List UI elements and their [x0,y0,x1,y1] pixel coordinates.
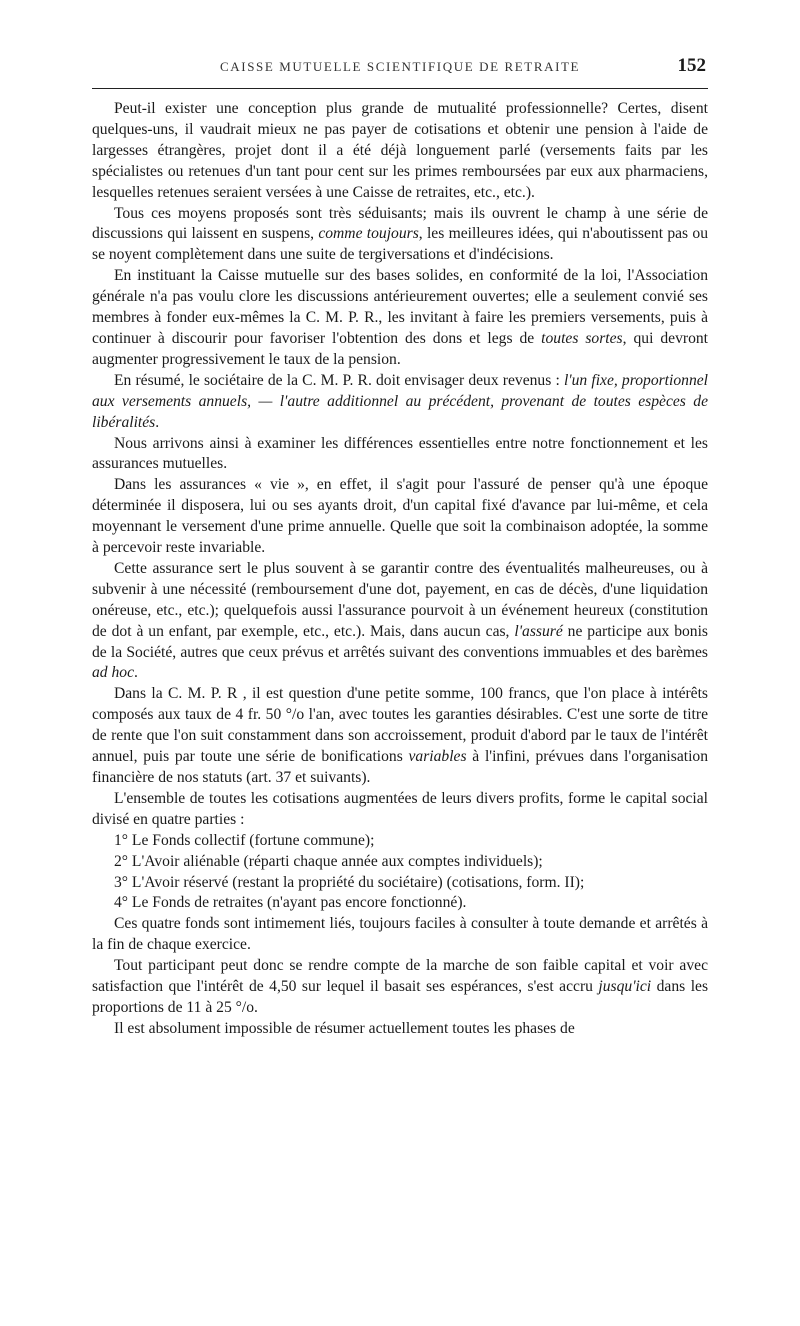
paragraph: Cette assurance sert le plus souvent à se garantir contre des éventualités malheureuses, ou à subvenir à une nécessité (remboursement d'une dot, payement, en cas de décès, d'une liquidation onéreuse, etc., etc.); quelquefois aussi l'assurance pourvoit à un événement heureux (constitution de dot à un enfant, par exemple, etc., etc.). Mais, dans aucun cas, l'assuré ne participe aux bonis de la Société, autres que ceux prévus et arrêtés suivant des conventions immuables et des barèmes ad hoc. [92,559,708,682]
paragraph: Nous arrivons ainsi à examiner les différences essentielles entre notre fonctionnement et les assurances mutuelles. [92,434,708,473]
page-header [92,55,708,81]
italic-text: toutes sortes [541,329,623,347]
body-text [92,99,708,1040]
list-item: 4° Le Fonds de retraites (n'ayant pas encore fonctionné). [114,894,467,912]
italic-text: jusqu'ici [598,978,652,996]
list-item: 3° L'Avoir réservé (restant la propriété du sociétaire) (cotisations, form. II); [114,873,585,891]
paragraph: En instituant la Caisse mutuelle sur des bases solides, en conformité de la loi, l'Association générale n'a pas voulu clore les discussions antérieurement ouvertes; elle a seulement convié ses membres à fonder eux-mêmes la C. M. P. R., les invitant à faire les premiers versements, puis à continuer à discourir pour favoriser l'obtention des dons et legs de toutes sortes, qui devront augmenter progressivement le taux de la pension. [92,267,708,368]
list-item: 1° Le Fonds collectif (fortune commune); [114,831,375,849]
page-number: 152 [677,55,706,76]
italic-text: variables [408,748,467,766]
paragraph: Tout participant peut donc se rendre compte de la marche de son faible capital et voir avec satisfaction que l'intérêt de 4,50 sur lequel il basait ses espérances, s'est accru jusqu'ici dans les proportions de 11 à 25 °/o. [92,957,709,1016]
running-title: CAISSE MUTUELLE SCIENTIFIQUE DE RETRAITE [220,59,581,74]
italic-text: comme toujours [318,225,419,243]
paragraph: L'ensemble de toutes les cotisations augmentées de leurs divers profits, forme le capital social divisé en quatre parties : [92,789,708,828]
paragraph: Dans les assurances « vie », en effet, il s'agit pour l'assuré de penser qu'à une époque déterminée il disposera, lui ou ses ayants droit, d'un capital fixé d'avance par lui-même, et cela moyennant le versement d'une prime annuelle. Quelle que soit la combinaison adoptée, la somme à percevoir reste invariable. [92,476,708,557]
paragraph: Peut-il exister une conception plus grande de mutualité professionnelle? Certes, disent quelques-uns, il vaudrait mieux ne pas payer de cotisations et obtenir une pension à l'aide de largesses étrangères, projet dont il a été déjà longuement parlé (versements faits par les spécialistes ou retenues d'un tant pour cent sur les primes remboursées par eux aux pharmaciens, lesquelles retenues seraient versées à une Caisse de retraites, etc., etc.). [92,100,708,201]
paragraph: Il est absolument impossible de résumer actuellement toutes les phases de [114,1019,575,1037]
paragraph: Dans la C. M. P. R , il est question d'une petite somme, 100 francs, que l'on place à intérêts composés aux taux de 4 fr. 50 °/o l'an, avec toutes les garanties désirables. C'est une sorte de titre de rente que l'on suit constamment dans son accroissement, produit d'abord par le taux de l'intérêt annuel, puis par toute une série de bonifications variables à l'infini, prévues dans l'organisation financière de nos statuts (art. 37 et suivants). [92,685,709,786]
paragraph: Tous ces moyens proposés sont très séduisants; mais ils ouvrent le champ à une série de discussions qui laissent en suspens, comme toujours, les meilleures idées, qui n'aboutissent pas ou se noyent complètement dans une suite de tergiversations et d'indécisions. [92,204,708,264]
paragraph: En résumé, le sociétaire de la C. M. P. R. doit envisager deux revenus : l'un fixe, proportionnel aux versements annuels, — l'autre additionnel au précédent, provenant de toutes espèces de libéralités. [92,371,708,431]
italic-text: l'un fixe, proportionnel aux versements annuels, — l'autre additionnel au précédent, provenant de toutes espèces de libéralités [92,371,708,431]
italic-text: l'assuré [514,622,563,640]
list-item: 2° L'Avoir aliénable (réparti chaque année aux comptes individuels); [114,852,543,870]
paragraph: Ces quatre fonds sont intimement liés, toujours faciles à consulter à toute demande et arrêtés à la fin de chaque exercice. [92,915,708,954]
header-rule [92,88,708,89]
italic-text: ad hoc [92,664,135,682]
